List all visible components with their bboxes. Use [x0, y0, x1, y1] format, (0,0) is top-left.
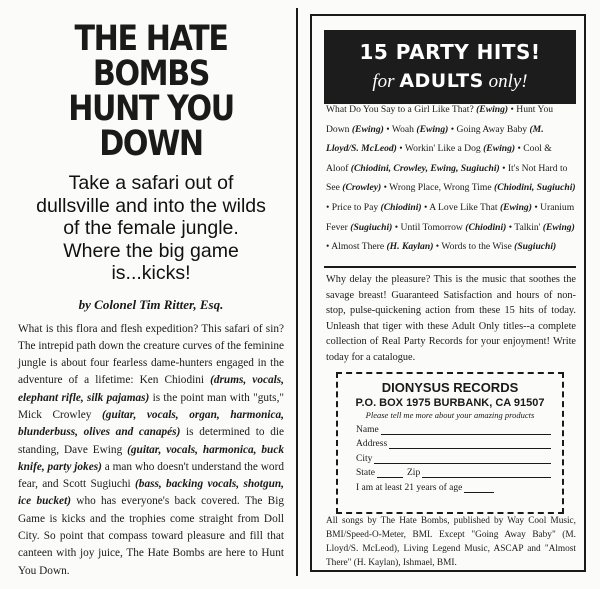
order-coupon: [336, 372, 564, 514]
track-item: [392, 124, 449, 135]
field-state-zip[interactable]: [356, 464, 551, 479]
track-item: [429, 202, 532, 213]
track-credit: (Chiodini): [380, 201, 422, 213]
field-address[interactable]: [356, 435, 551, 450]
subhead-line: dullsville and into the wilds: [36, 194, 266, 217]
instrument-credit: (guitar, vocals, organ, harmonica, blunderbuss, olives and canapés): [18, 408, 284, 439]
instrument-credit: (drums, vocals, elephant rifle, silk pajamas): [18, 374, 284, 404]
track-title: Talkin': [514, 221, 543, 233]
track-credit: (Ewing): [499, 201, 532, 213]
subhead-line: Take a safari out of: [68, 172, 234, 194]
track-credit: (Ewing): [542, 221, 575, 233]
track-credit: (Ewing): [416, 123, 449, 135]
headline-line-2: HUNT YOU DOWN: [68, 89, 234, 164]
banner-adults: ADULTS: [399, 70, 484, 92]
track-credit: (Ewing): [476, 104, 509, 115]
track-item: [331, 241, 433, 252]
track-title: Until Tomorrow: [400, 221, 466, 233]
track-item: [389, 182, 575, 193]
sales-pitch: Why delay the pleasure? This is the music that soothes the savage breast! Guaranteed Satisfaction and hours of non-stop, pulse-quickening action from these 15 hits of today. Unleash that tiger with these Adult Only titles--a complete collection of Real Party Records for your enjoyment! Write today for a catalogue.: [326, 274, 576, 363]
field-city[interactable]: [356, 449, 551, 464]
banner-line-1: 15 PARTY HITS!: [359, 40, 541, 64]
banner: [324, 30, 576, 104]
track-title: It's Not Hard to See: [326, 162, 568, 194]
track-title: Wrong Place, Wrong Time: [389, 182, 494, 194]
track-credit: (H. Kaylan): [386, 241, 434, 253]
left-panel: [18, 19, 284, 580]
field-name[interactable]: [356, 420, 551, 435]
track-item: [332, 202, 422, 213]
label-address: P.O. BOX 1975 BURBANK, CA 91507: [355, 397, 545, 409]
track-title: Hunt You Down: [326, 104, 554, 135]
instrument-credit: (bass, backing vocals, shotgun, ice bucket): [18, 478, 284, 508]
track-credit: (Sugiuchi): [350, 221, 393, 233]
instrument-credit: (guitar, vocals, harmonica, buck knife, party jokes): [18, 443, 284, 473]
track-title: Uranium Fever: [326, 201, 575, 233]
track-item: [405, 143, 515, 154]
age-statement: I am at least 21 years of age: [356, 482, 463, 493]
track-credit: (Chiodini): [465, 221, 507, 233]
track-credit: (Crowley): [342, 182, 382, 194]
field-city-label: City: [356, 453, 373, 464]
body-text: What is this flora and flesh expedition? This safari of sin? The intrepid path down the creature curves of the feminine jungle is about four fearless dame-hunters engaged in the adventure of a lifetime: Ken Chiodini (drums, vocals, elephant rifle, silk pajamas) is the point man with "guts," Mick Crowley (guitar, vocals, organ, harmonica, blunderbuss, olives and canapés) is determined to die standing, Dave Ewing (guitar, vocals, harmonica, buck knife, party jokes) a man who doesn't understand the word fear, and Scott Sugiuchi (bass, backing vocals, shotgun, ice bucket) who has everyone's back covered. The Big Game is kicks and the trophies come straight from Doll City. So point that compass toward pleasure and fill that canteen with joy juice, The Hate Bombs are here to Hunt You Down.: [18, 322, 284, 577]
track-title: Cool & Aloof: [326, 143, 552, 174]
field-zip-label: Zip: [407, 468, 421, 478]
track-item: [441, 241, 556, 252]
subhead: [18, 172, 284, 285]
field-state-label: State: [356, 468, 375, 478]
headline-line-1: THE HATE BOMBS: [74, 19, 228, 94]
track-title: Woah: [391, 123, 417, 135]
track-credit: (Sugiuchi): [514, 241, 557, 253]
track-title: Words to the Wise: [441, 241, 515, 253]
track-title: Workin' Like a Dog: [404, 143, 484, 155]
byline: by Colonel Tim Ritter, Esq.: [78, 296, 224, 312]
track-credit: (M. Lloyd/S. McLeod): [326, 123, 544, 155]
track-title: A Love Like That: [429, 201, 500, 213]
field-age[interactable]: [356, 478, 551, 493]
headline: [22, 19, 280, 164]
banner-only: only!: [488, 71, 528, 92]
track-title: Price to Pay: [331, 201, 381, 213]
track-item: [401, 222, 507, 233]
banner-line-2: [324, 70, 576, 93]
track-title: Going Away Baby: [456, 123, 530, 135]
coupon-note: Please tell me more about your amazing products: [365, 410, 535, 420]
track-credit: (Chiodini, Crowley, Ewing, Sugiuchi): [350, 162, 500, 174]
track-credit: (Ewing): [483, 143, 516, 155]
track-item: [514, 222, 575, 233]
right-panel: [310, 14, 586, 572]
subhead-line: of the female jungle.: [63, 217, 239, 239]
field-name-label: Name: [356, 424, 379, 435]
track-list: What Do You Say to a Girl Like That? (Ewing) • Hunt You Down (Ewing) • Woah (Ewing) • Going Away Baby (M. Lloyd/S. McLeod) • Workin' Like a Dog (Ewing) • Cool & Aloof (Chiodini, Crowley, Ewing, Sugiuchi) • It's Not Hard to See (Crowley) • Wrong Place, Wrong Time (Chiodini, Sugiuchi) • Price to Pay (Chiodini) • A Love Like That (Ewing) • Uranium Fever (Sugiuchi) • Until Tomorrow (Chiodini) • Talkin' (Ewing) • Almost There (H. Kaylan) • Words to the Wise (Sugiuchi): [326, 104, 576, 253]
subhead-line: Where the big game: [63, 239, 239, 262]
track-credit: (Ewing): [351, 123, 384, 135]
publishing-credits: All songs by The Hate Bombs, published by Way Cool Music, BMI/Speed-O-Meter, BMI. Except "Going Away Baby" (M. Lloyd/S. McLeod), Living Legend Music, ASCAP and "Almost There" (H. Kaylan), Ishmael, BMI.: [326, 516, 576, 568]
subhead-line: is...kicks!: [111, 262, 191, 284]
field-address-label: Address: [356, 439, 388, 449]
track-credit: (Chiodini, Sugiuchi): [494, 182, 576, 194]
track-item: [326, 104, 508, 115]
column-divider: [296, 8, 298, 576]
section-rule: [324, 266, 576, 268]
track-title: Almost There: [331, 241, 387, 253]
label-name: DIONYSUS RECORDS: [381, 380, 519, 395]
banner-for: for: [372, 71, 395, 92]
track-title: What Do You Say to a Girl Like That?: [326, 104, 477, 115]
